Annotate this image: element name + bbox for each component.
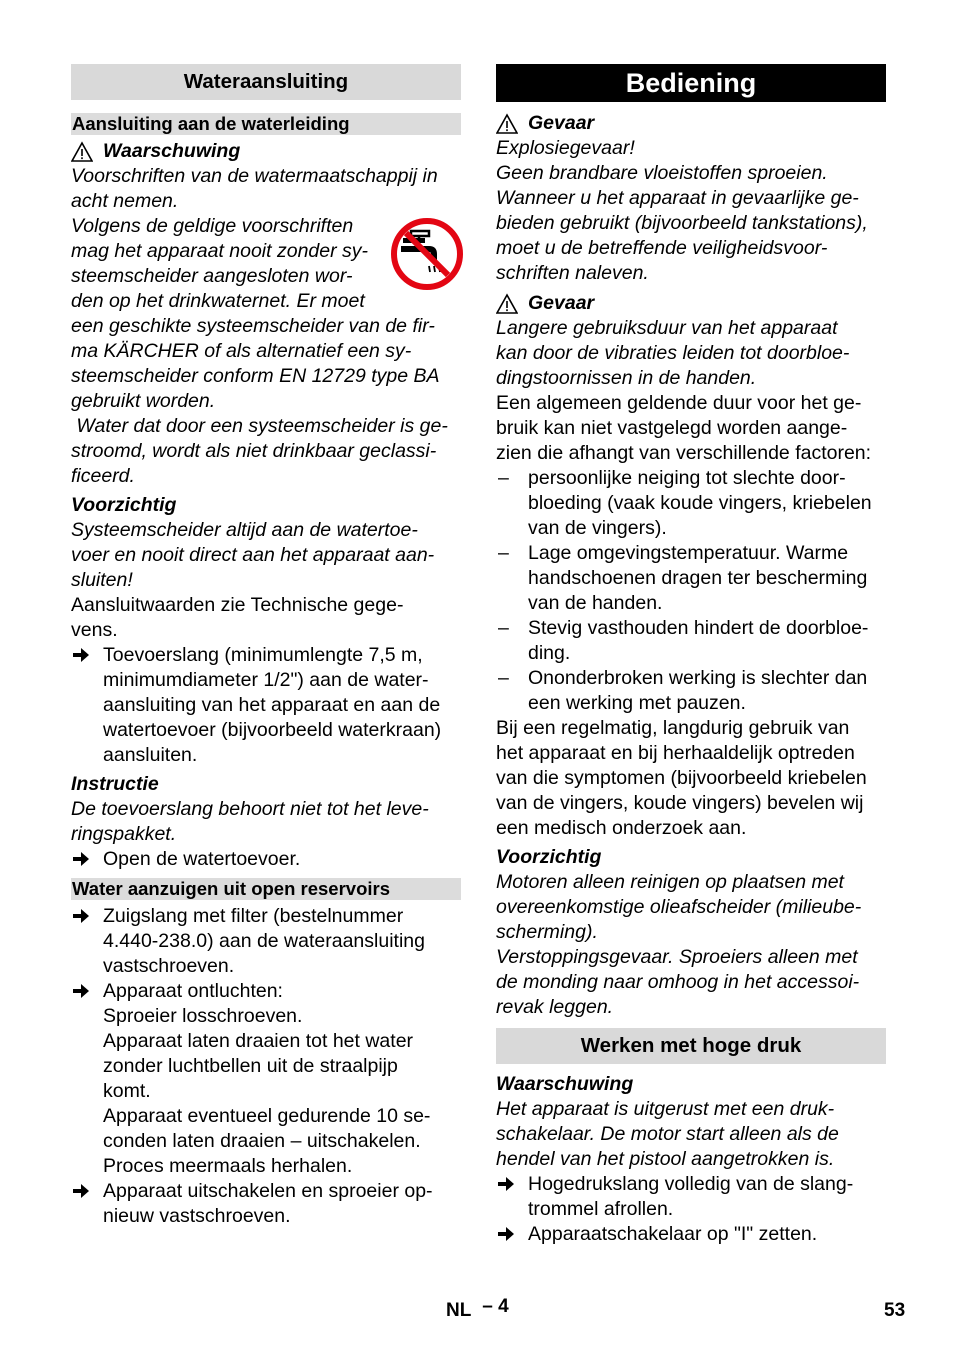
connection-values-text: Aansluitwaarden zie Technische gege- vens. — [71, 594, 404, 641]
danger-heading-1: Gevaar — [496, 111, 886, 136]
list-item: – Lage omgevingstemperatuur. Warme handschoenen dragen ter bescherming van de handen. — [498, 542, 868, 614]
left-column — [71, 64, 461, 1229]
step-suction-hose: Zuigslang met filter (bestelnummer 4.440-238.0) aan de wateraansluiting vastschroeven. — [71, 904, 461, 979]
warning-heading: Waarschuwing — [496, 1073, 634, 1095]
step-open-water: Open de watertoevoer. — [71, 847, 461, 872]
danger-text-2: Langere gebruiksduur van het apparaat kan door de vibraties leiden tot doorbloe- dingstoornissen in de handen. — [496, 317, 850, 389]
danger-heading-2: Gevaar — [496, 291, 886, 316]
arrow-bullet-icon — [73, 648, 89, 662]
warning-text: Het apparaat is uitgerust met een druk- schakelaar. De motor start alleen als de hendel van het pistool aangetrokken is. — [496, 1098, 839, 1170]
arrow-bullet-icon — [498, 1227, 514, 1241]
step-supply-hose: Toevoerslang (minimumlengte 7,5 m, minimumdiameter 1/2") aan de water- aansluiting van het apparaat en aan de watertoevoer (bijvoorbeeld waterkraan) aansluiten. — [71, 643, 461, 768]
list-item: – persoonlijke neiging tot slechte door- bloeding (vaak koude vingers, kriebelen van de vingers). — [498, 467, 872, 539]
arrow-bullet-icon — [73, 984, 89, 998]
page-number: 53 — [884, 1300, 906, 1321]
warning-triangle-icon — [71, 141, 93, 163]
section-title-wateraansluiting: Wateraansluiting — [71, 64, 461, 100]
general-duration-text: Een algemeen geldende duur voor het ge- bruik kan niet vastgelegd worden aange- zien die afhangt van verschillende factoren: — [496, 392, 872, 464]
step-unroll-hose: Hogedrukslang volledig van de slang- trommel afrollen. — [496, 1172, 886, 1222]
caution-text: Systeemscheider altijd aan de watertoe- voer en nooit direct aan het apparaat aan- sluiten! — [71, 519, 435, 591]
note-heading: Instructie — [71, 773, 159, 795]
step-vent-device: Apparaat ontluchten: Sproeier losschroeven. Apparaat laten draaien tot het water zonder luchtbellen uit de straalpijp komt. Apparaat eventueel gedurende 10 se- conden laten draaien – uitschakelen. Proces meermaals herhalen. — [71, 979, 461, 1179]
regular-use-text: Bij een regelmatig, langdurig gebruik van het apparaat en bij herhaaldelijk optreden van die symptomen (bijvoorbeeld kriebelen van de vingers, koude vingers) bevelen wij een medisch onderzoek aan. — [496, 717, 867, 839]
arrow-bullet-icon — [73, 852, 89, 866]
arrow-bullet-icon — [73, 1184, 89, 1198]
list-item: – Stevig vasthouden hindert de doorbloe- ding. — [498, 617, 869, 664]
subsection-title-reservoirs: Water aanzuigen uit open reservoirs — [71, 878, 461, 900]
caution-text: Motoren alleen reinigen op plaatsen met overeenkomstige olieafscheider (milieube- scherming). Verstoppingsgevaar. Sproeiers alleen met de monding naar omhoog in het accessoi- revak leggen. — [496, 871, 862, 1018]
note-text: De toevoerslang behoort niet tot het leve- ringspakket. — [71, 798, 429, 845]
section-title-hoge-druk: Werken met hoge druk — [496, 1028, 886, 1064]
warning-heading: Waarschuwing — [71, 139, 461, 164]
arrow-bullet-icon — [498, 1177, 514, 1191]
step-switch-off: Apparaat uitschakelen en sproeier op- nieuw vastschroeven. — [71, 1179, 461, 1229]
warning-triangle-icon — [496, 293, 518, 315]
warning-triangle-icon — [496, 113, 518, 135]
right-column — [496, 64, 886, 1247]
no-drinking-water-icon — [389, 216, 465, 292]
warning-text: Voorschriften van de watermaatschappij in acht nemen. Volgens de geldige voorschriften mag het apparaat nooit zonder sy- steemscheider aangesloten wor- den op het drinkwaternet. Er moet een geschikte systeemscheider van de fir- ma KÄRCHER of als alternatief een sy- steemscheider conform EN 12729 type BA gebruikt worden. Water dat door een systeemscheider is ge- stroomd, wordt als niet drinkbaar geclassi- ficeerd. — [71, 164, 461, 489]
step-switch-on: Apparaatschakelaar op "I" zetten. — [496, 1222, 886, 1247]
subsection-title-waterleiding: Aansluiting aan de waterleiding — [71, 113, 461, 135]
arrow-bullet-icon — [73, 909, 89, 923]
caution-heading: Voorzichtig — [496, 846, 602, 868]
section-title-bediening: Bediening — [496, 64, 886, 102]
danger-text-1: Explosiegevaar! Geen brandbare vloeistoffen sproeien. Wanneer u het apparaat in gevaarlijke ge- bieden gebruikt (bijvoorbeeld tankstations), moet u de betreffende veiligheidsvoor- schriften naleven. — [496, 137, 868, 284]
list-item: – Ononderbroken werking is slechter dan een werking met pauzen. — [498, 667, 868, 714]
footer-language-marker: NL – 4 — [446, 1296, 509, 1321]
caution-heading: Voorzichtig — [71, 494, 177, 516]
